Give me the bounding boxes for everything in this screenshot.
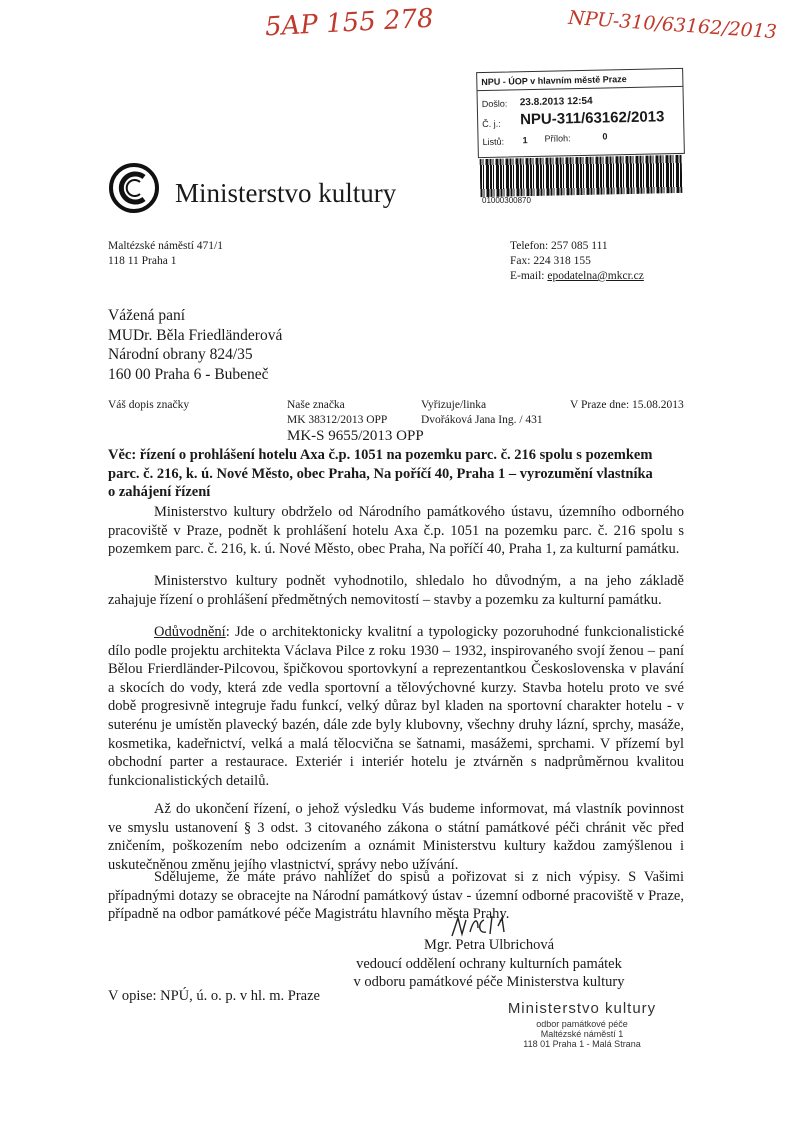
copy-to: V opise: NPÚ, ú. o. p. v hl. m. Praze xyxy=(108,988,320,1004)
handler-label: Vyřizuje/linka xyxy=(421,399,487,411)
body-paragraph-2: Ministerstvo kultury podnět vyhodnotilo, shledalo ho důvodným, a na jeho základě zahajuje řízení o prohlášení předmětných nemovitostí – stavby a pozemku za kulturní památku. xyxy=(108,573,684,608)
phone: Telefon: 257 085 111 xyxy=(510,240,608,252)
stamp-ref-value: NPU-311/63162/2013 xyxy=(519,108,665,129)
handwritten-note-left: 5AP 155 278 xyxy=(264,3,435,43)
our-ref-value2: MK-S 9655/2013 OPP xyxy=(287,428,424,444)
barcode xyxy=(480,155,683,197)
handler-value: Dvořáková Jana Ing. / 431 xyxy=(421,414,543,426)
signature-block xyxy=(344,936,634,992)
email-label: E-mail: xyxy=(510,270,548,282)
justification-text: : Jde o architektonicky kvalitní a typologicky pozoruhodné funkcionalistické dílo podle projektu architekta Václava Pilce z roku 1930 – 1932, inspirovaného svojí ženou – paní Bělou Frierdländer-Pilcovou, špičkovou sportovkyní a reprezentantkou Československa v plavání a skocích do vody, která zde vedla sportovní a tělovýchovné kurzy. Stavba hotelu proto ve své době progresivně integruje řadu funkcí, velký důraz byl kladen na sportovní charakter hotelu - v suterénu je umístěn plavecký bazén, dále zde byly klubovny, všechny druhy lázní, sprchy, masáže, kosmetika, kadeřnictví, velká a malá tělocvična se šatnami, masážemi, sprchami. V přízemí byl obchodní parter a restaurace. Exteriér i interiér hotelu je ztvárněn s nadprůměrnou kvalitou funkcionalistických detailů. xyxy=(108,624,684,789)
official-stamp xyxy=(497,1000,667,1049)
handwritten-note-right: NPU-310/63162/2013 xyxy=(567,6,778,44)
subject-line1: Věc: řízení o prohlášení hotelu Axa č.p. 1051 na pozemku parc. č. 216 spolu s pozemkem xyxy=(108,447,653,463)
ministry-c-logo-icon xyxy=(108,162,160,214)
stamp-attachments-label: Příloh: xyxy=(544,133,571,144)
address-line1: Maltézské náměstí 471/1 xyxy=(108,240,223,252)
receipt-stamp xyxy=(476,68,685,158)
justification-label: Odůvodnění xyxy=(154,624,226,640)
stamp-sheets-value: 1 xyxy=(522,135,528,146)
official-stamp-line1: Ministerstvo kultury xyxy=(507,1000,657,1017)
stamp-ref-label: Č. j.: xyxy=(482,118,501,130)
letter-date: V Praze dne: 15.08.2013 xyxy=(570,399,684,411)
your-ref-label: Váš dopis značky xyxy=(108,399,190,411)
recipient-city: 160 00 Praha 6 - Bubeneč xyxy=(108,365,269,383)
recipient-salutation: Vážená paní xyxy=(108,307,186,324)
subject xyxy=(108,446,698,502)
subject-line3: o zahájení řízení xyxy=(108,484,211,500)
our-ref-value: MK 38312/2013 OPP xyxy=(287,414,388,426)
body-paragraph-3 xyxy=(108,623,684,790)
stamp-received-label: Došlo: xyxy=(481,98,508,110)
stamp-institution: NPU - ÚOP v hlavním městě Praze xyxy=(481,74,627,88)
barcode-number: 01000300870 xyxy=(482,196,531,205)
stamp-received-value: 23.8.2013 12:54 xyxy=(519,95,593,109)
signatory-name: Mgr. Petra Ulbrichová xyxy=(423,937,555,953)
fax: Fax: 224 318 155 xyxy=(510,255,591,267)
official-stamp-line2: odbor památkové péče xyxy=(536,1019,628,1029)
signatory-role1: vedoucí oddělení ochrany kulturních památek xyxy=(356,955,622,972)
body-paragraph-5: Sdělujeme, že máte právo nahlížet do spisů a pořizovat si z nich výpisy. S Vašimi případnými dotazy se obracejte na Národní památkový ústav - územní odborné pracoviště v Praze, případně na odbor památkové péče Magistrátu hlavního města Prahy. xyxy=(108,869,684,923)
recipient-block xyxy=(108,306,282,384)
email-link[interactable]: epodatelna@mkcr.cz xyxy=(547,270,644,282)
stamp-attachments-value: 0 xyxy=(602,131,608,142)
ministry-name: Ministerstvo kultury xyxy=(175,178,397,208)
body-paragraph-1: Ministerstvo kultury obdrželo od Národního památkového ústavu, územního odborného pracoviště v Praze, podnět k prohlášení hotelu Axa č.p. 1051 na pozemku parc. č. 216 spolu s pozemkem parc. č. 216, k. ú. Nové Město, obec Praha, Na poříčí 40, Praha 1, za kulturní památku. xyxy=(108,504,684,558)
body-paragraph-4: Až do ukončení řízení, o jehož výsledku Vás budeme informovat, má vlastník povinnost ve smyslu ustanovení § 3 odst. 3 citovaného zákona o státní památkové péči chránit věc před zničením, poškozením nebo odcizením a oznámit Ministerstvu kultury každou zamýšlenou i uskutečněnou změnu jejího vlastnictví, správy nebo užívání. xyxy=(108,801,684,873)
email-line xyxy=(510,270,644,282)
official-stamp-line4: 118 01 Praha 1 - Malá Strana xyxy=(523,1039,641,1049)
signatory-role2: v odboru památkové péče Ministerstva kultury xyxy=(353,974,625,990)
official-stamp-line3: Maltézské náměstí 1 xyxy=(540,1029,624,1039)
our-ref-label: Naše značka xyxy=(287,399,345,411)
subject-line2: parc. č. 216, k. ú. Nové Město, obec Praha, Na poříčí 40, Praha 1 – vyrozumění vlastníka xyxy=(108,465,653,482)
stamp-sheets-label: Listů: xyxy=(482,136,505,148)
recipient-name: MUDr. Běla Friedländerová xyxy=(108,326,283,344)
address-line2: 118 11 Praha 1 xyxy=(108,255,177,267)
recipient-street: Národní obrany 824/35 xyxy=(108,346,253,363)
